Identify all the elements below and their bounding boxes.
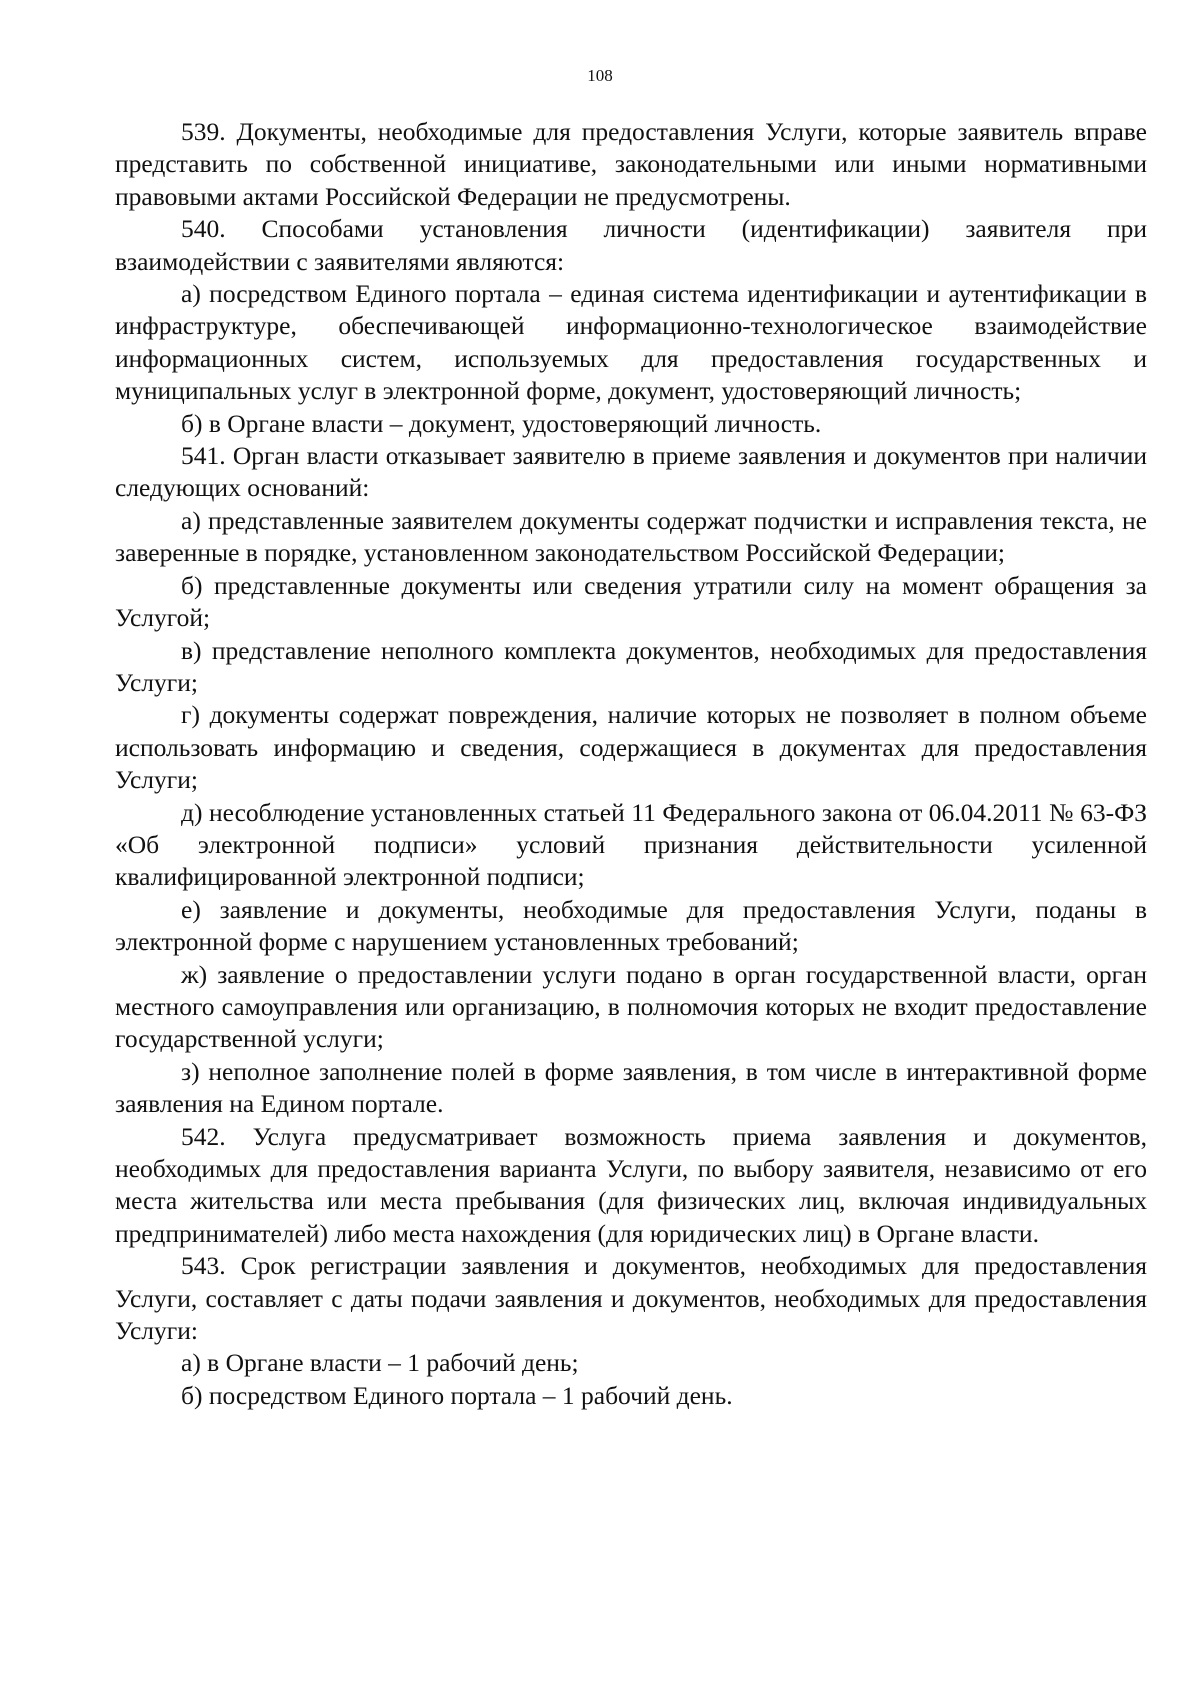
document-body [115, 116, 1147, 1412]
paragraph-540-a: а) посредством Единого портала – единая система идентификации и аутентификации в инфраструктуре, обеспечивающей информационно-технологическое взаимодействие информационных систем, используемых для предоставления государственных и муниципальных услуг в электронной форме, документ, удостоверяющий личность; [115, 279, 1147, 406]
paragraph-543-a: а) в Органе власти – 1 рабочий день; [181, 1348, 579, 1378]
page-number: 108 [587, 66, 613, 85]
paragraph-541-g: г) документы содержат повреждения, наличие которых не позволяет в полном объеме использовать информацию и сведения, содержащиеся в документах для предоставления Услуги; [115, 700, 1147, 795]
paragraph-541-zh: ж) заявление о предоставлении услуги подано в орган государственной власти, орган местного самоуправления или организацию, в полномочия которых не входит предоставление государственной услуги; [115, 959, 1147, 1054]
paragraph-543: 543. Срок регистрации заявления и документов, необходимых для предоставления Услуги, составляет с даты подачи заявления и документов, необходимых для предоставления Услуги: [115, 1251, 1147, 1346]
paragraph-541-z: з) неполное заполнение полей в форме заявления, в том числе в интерактивной форме заявления на Едином портале. [115, 1056, 1147, 1119]
paragraph-542: 542. Услуга предусматривает возможность приема заявления и документов, необходимых для предоставления варианта Услуги, по выбору заявителя, независимо от его места жительства или места пребывания (для физических лиц, включая индивидуальных предпринимателей) либо места нахождения (для юридических лиц) в Органе власти. [115, 1121, 1147, 1248]
paragraph-543-b: б) посредством Единого портала – 1 рабочий день. [181, 1380, 733, 1410]
paragraph-541-d: д) несоблюдение установленных статьей 11 Федерального закона от 06.04.2011 № 63-ФЗ «Об электронной подписи» условий признания действительности усиленной квалифицированной электронной подписи; [115, 797, 1147, 892]
paragraph-541-e: е) заявление и документы, необходимые для предоставления Услуги, поданы в электронной форме с нарушением установленных требований; [115, 894, 1147, 957]
paragraph-541: 541. Орган власти отказывает заявителю в приеме заявления и документов при наличии следующих оснований: [115, 441, 1147, 503]
paragraph-539: 539. Документы, необходимые для предоставления Услуги, которые заявитель вправе представить по собственной инициативе, законодательными или иными нормативными правовыми актами Российской Федерации не предусмотрены. [115, 117, 1147, 211]
paragraph-541-v: в) представление неполного комплекта документов, необходимых для предоставления Услуги; [115, 635, 1147, 697]
paragraph-540: 540. Способами установления личности (идентификации) заявителя при взаимодействии с заявителями являются: [115, 214, 1147, 276]
paragraph-541-b: б) представленные документы или сведения утратили силу на момент обращения за Услугой; [115, 570, 1147, 633]
paragraph-541-a: а) представленные заявителем документы содержат подчистки и исправления текста, не заверенные в порядке, установленном законодательством Российской Федерации; [115, 505, 1147, 568]
paragraph-540-b: б) в Органе власти – документ, удостоверяющий личность. [181, 408, 822, 438]
